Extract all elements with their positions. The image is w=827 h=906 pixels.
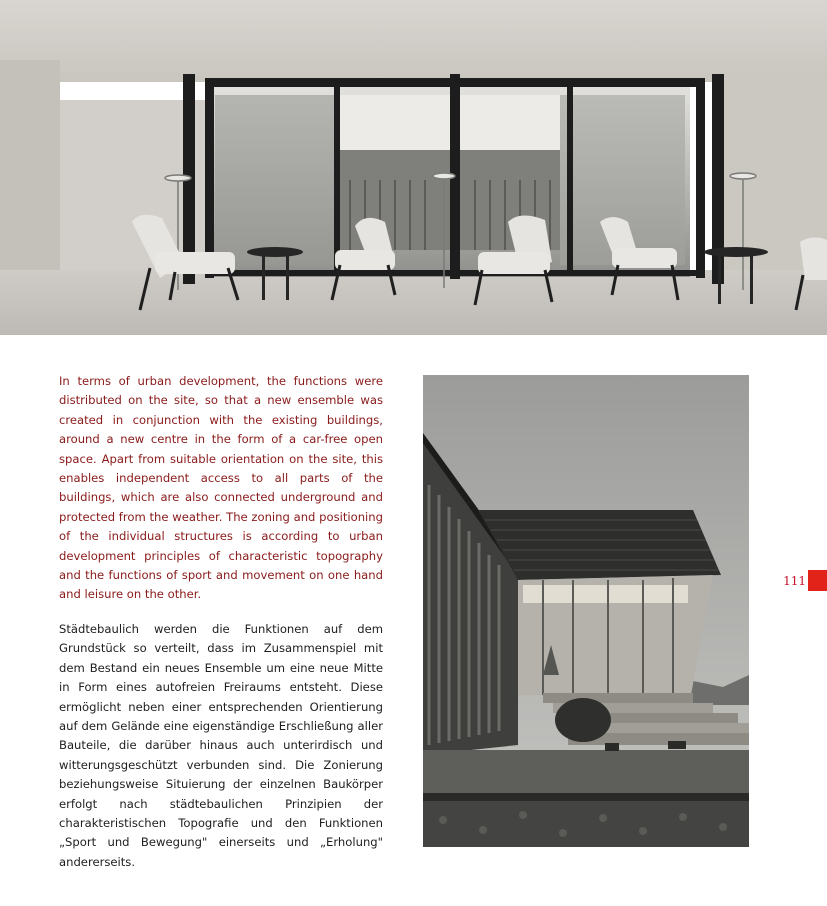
exterior-building-photo — [423, 375, 749, 847]
page-marker-square — [808, 570, 827, 591]
interior-lounge-photo — [0, 0, 827, 335]
english-body-text: In terms of urban development, the functions were distributed on the site, so that a new ensemble was created in conjunction with the existing buildings, around a new centre in the form of a car-free open space. Apart from suitable orientation on the site, this enables independent access to all parts of the buildings, which are also connected underground and protected from the weather. The zoning and positioning of the individual structures is according to urban development principles of characteristic topography and the functions of sport and movement on one hand and leisure on the other. — [59, 374, 383, 602]
german-body-text: Städtebaulich werden die Funktionen auf dem Grundstück so verteilt, dass im Zusammenspiel mit dem Bestand ein neues Ensemble um eine neue Mitte in Form eines autofreien Freiraums entsteht. Diese ermöglicht neben einer entsprechenden Orientierung auf dem Gelände eine eigenständige Erschließung aller Bauteile, die darüber hinaus auch unterirdisch und witterungsgeschützt verbunden sind. Die Zonierung beziehungsweise Situierung der einzelnen Baukörper erfolgt nach städtebaulichen Prinzipien der charakteristischen Topografie und den Funktionen „Sport und Bewegung" einerseits und „Erholung" andererseits. — [59, 622, 383, 869]
page-number: 111 — [783, 574, 806, 588]
